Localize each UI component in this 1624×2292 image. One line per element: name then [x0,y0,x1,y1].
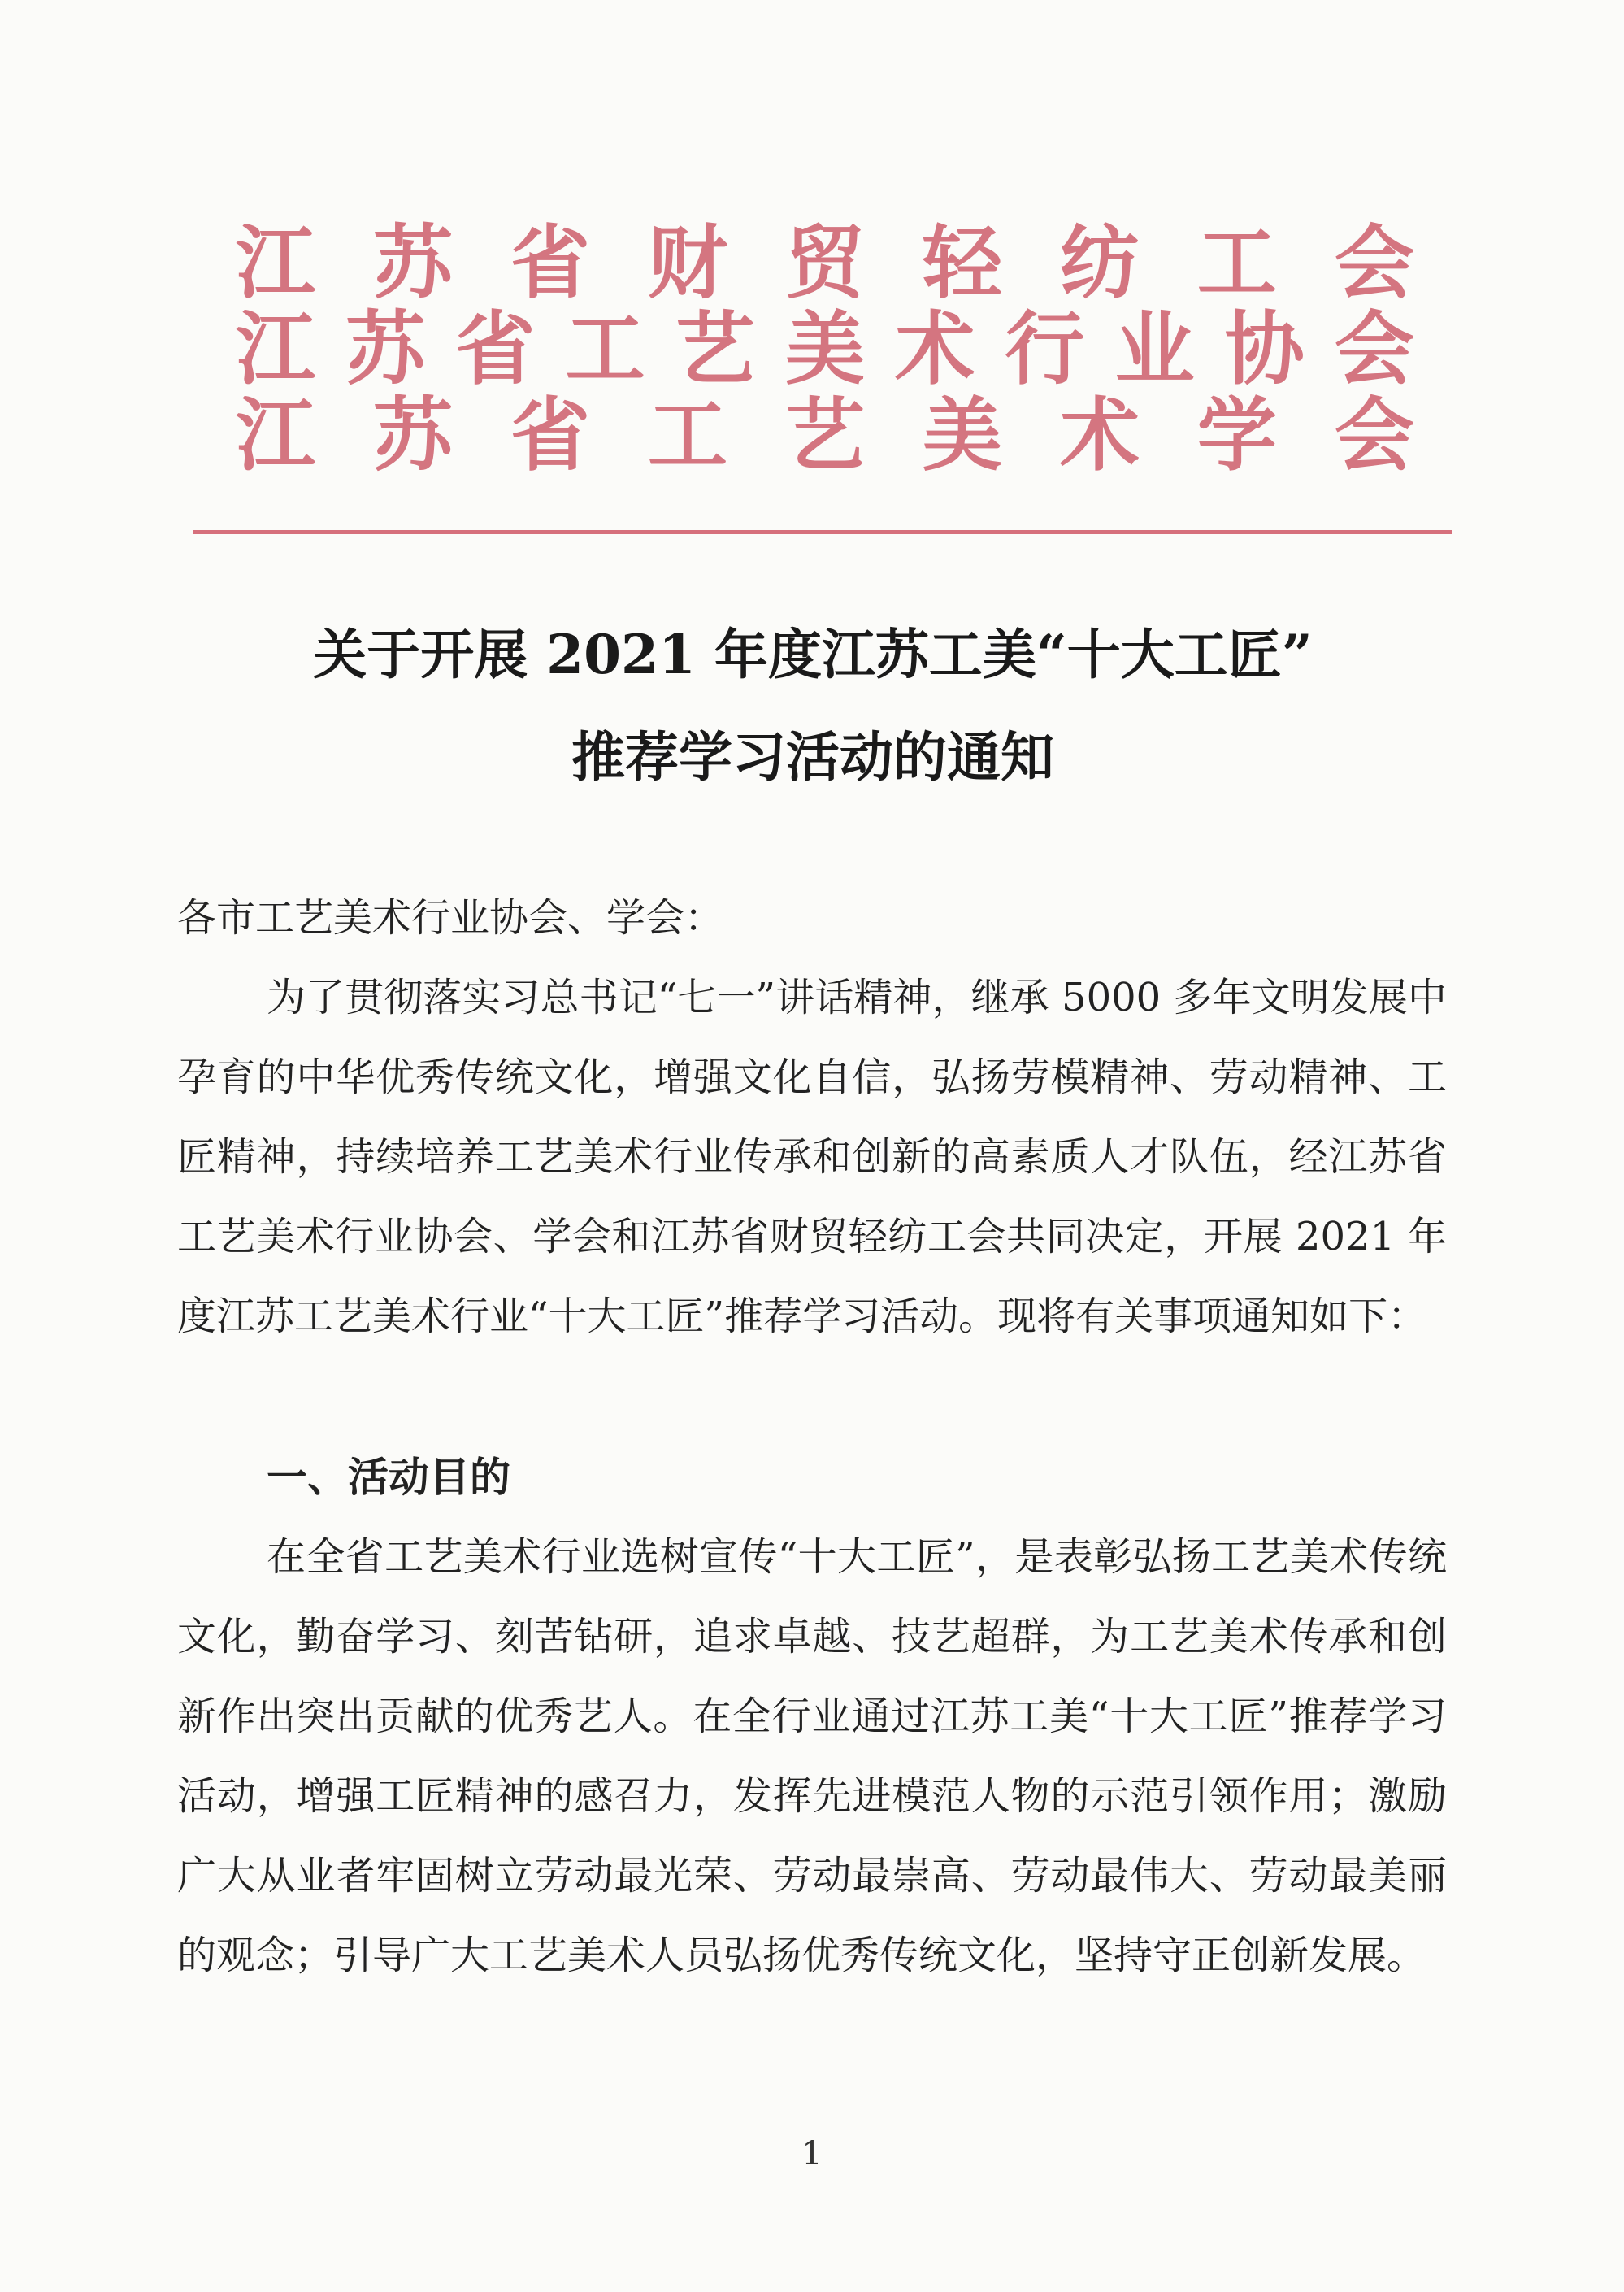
letterhead-char: 美 [784,303,865,396]
letterhead-red-rule [193,530,1452,534]
letterhead-char: 行 [1005,303,1085,396]
letterhead-char: 省 [510,389,590,482]
letterhead-char: 艺 [784,389,865,482]
letterhead-char: 省 [510,217,590,310]
section-1-heading: 一、活动目的 [267,1454,510,1501]
letterhead [236,217,1414,482]
letterhead-char: 苏 [345,303,426,396]
letterhead-char: 江 [236,303,316,396]
letterhead-char: 工 [647,389,727,482]
letterhead-char: 术 [1059,389,1140,482]
letterhead-char: 苏 [372,389,453,482]
salutation: 各市工艺美术行业协会、学会： [177,895,724,941]
letterhead-char: 苏 [372,217,453,310]
letterhead-char: 财 [647,217,727,310]
letterhead-char: 艺 [675,303,755,396]
letterhead-char: 协 [1224,303,1305,396]
letterhead-char: 纺 [1059,217,1140,310]
letterhead-char: 贸 [784,217,865,310]
letterhead-char: 术 [895,303,975,396]
letterhead-char: 学 [1196,389,1277,482]
paragraph-2: 在全省工艺美术行业选树宣传“十大工匠”，是表彰弘扬工艺美术传统文化，勤奋学习、刻苦钻研，追求卓越、技艺超群，为工艺美术传承和创新作出突出贡献的优秀艺人。在全行业通过江苏工美“十大工匠”推荐学习活动，增强工匠精神的感召力，发挥先进模范人物的示范引领作用；激励广大从业者牢固树立劳动最光荣、劳动最崇高、劳动最伟大、劳动最美丽的观念；引导广大工艺美术人员弘扬优秀传统文化，坚持守正创新发展。 [177,1534,1447,1978]
letterhead-line-3 [236,389,1414,482]
document-title-line-2: 推荐学习活动的通知 [571,725,1054,789]
letterhead-char: 美 [922,389,1002,482]
letterhead-char: 会 [1334,217,1414,310]
letterhead-char: 会 [1334,303,1414,396]
letterhead-char: 业 [1114,303,1195,396]
letterhead-char: 会 [1334,389,1414,482]
letterhead-char: 省 [455,303,536,396]
letterhead-char: 江 [236,389,316,482]
page-number: 1 [801,2135,823,2172]
paragraph-1: 为了贯彻落实习总书记“七一”讲话精神，继承 5000 多年文明发展中孕育的中华优秀传统文化，增强文化自信，弘扬劳模精神、劳动精神、工匠精神，持续培养工艺美术行业传承和创新的高素质人才队伍，经江苏省工艺美术行业协会、学会和江苏省财贸轻纺工会共同决定，开展 2021 年度江苏工艺美术行业“十大工匠”推荐学习活动。现将有关事项通知如下： [177,975,1447,1339]
letterhead-char: 轻 [922,217,1002,310]
letterhead-line-1 [236,217,1414,310]
letterhead-char: 江 [236,217,316,310]
letterhead-char: 工 [565,303,645,396]
letterhead-char: 工 [1196,217,1277,310]
document-title-line-1: 关于开展 2021 年度江苏工美“十大工匠” [313,623,1313,686]
letterhead-line-2 [236,303,1414,396]
